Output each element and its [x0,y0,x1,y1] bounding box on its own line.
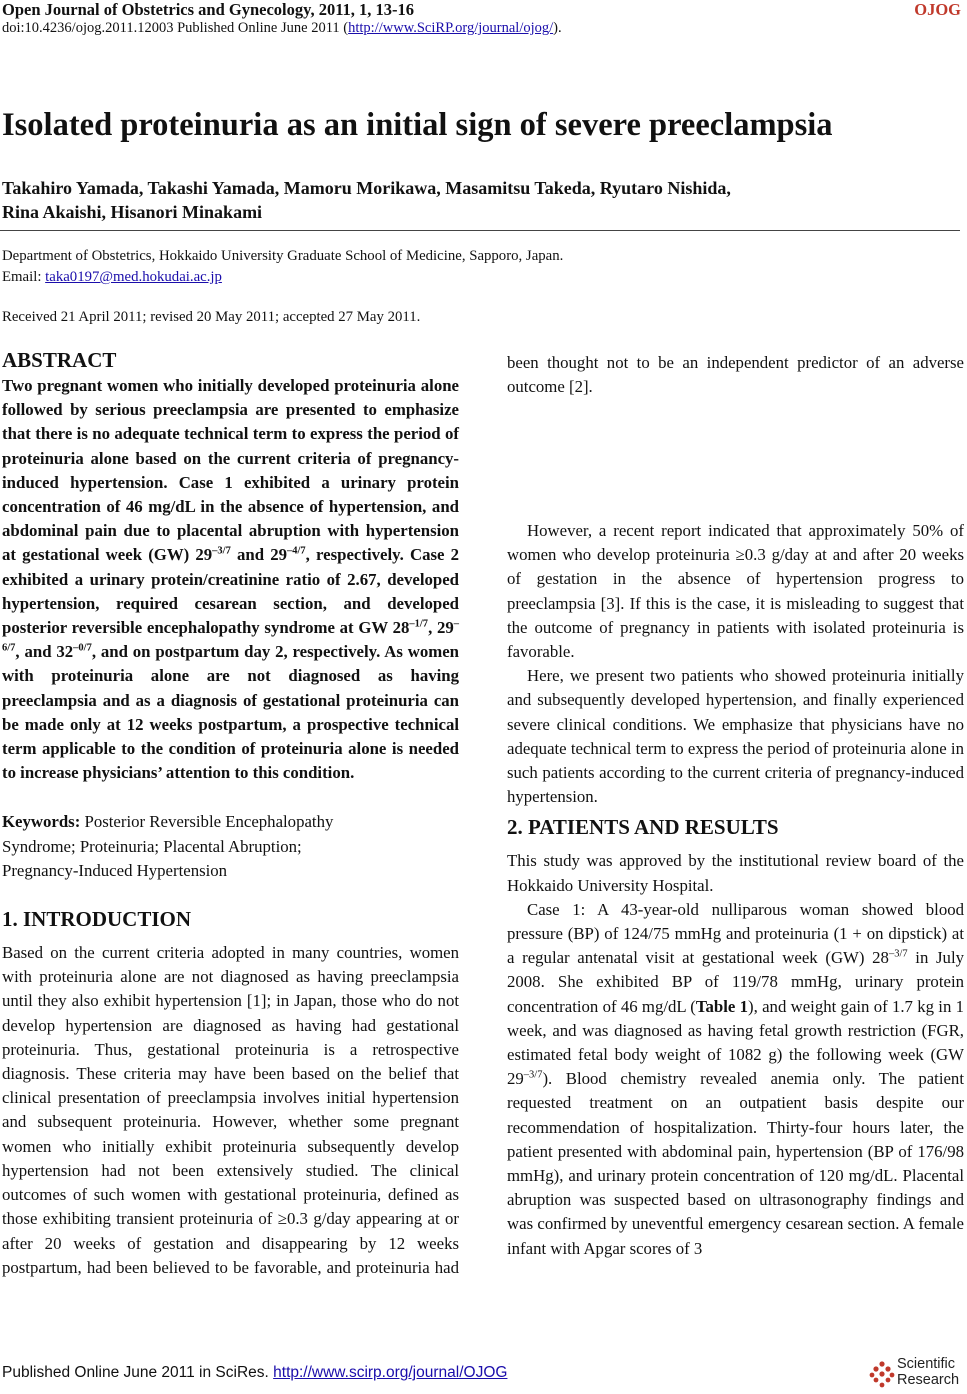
keywords-line-3: Pregnancy-Induced Hypertension [2,860,228,880]
affiliation [2,246,563,288]
intro-paragraph-3: Here, we present two patients who showed proteinuria initially and subsequently developed hypertension, and finally experienced severe clinical conditions. We emphasize that physicians have no adequate technical term to express the period of proteinuria alone in such patients according to the current criteria of pregnancy-induced hypertension. [507,666,964,807]
gw-superscript: –3/7 [212,545,231,557]
authors-line-2: Rina Akaishi, Hisanori Minakami [2,202,263,222]
intro-continuation-text: been thought not to be an independent predictor of an adverse outcome [2]. [507,352,964,397]
abstract-heading: ABSTRACT [2,348,117,372]
authors-line-1: Takahiro Yamada, Takashi Yamada, Mamoru Morikawa, Masamitsu Takeda, Ryutaro Nishida, [2,178,731,198]
right-column [507,350,964,1261]
doi-suffix: ). [553,20,562,36]
paper-title: Isolated proteinuria as an initial sign of severe preeclampsia [2,107,833,143]
received-dates: Received 21 April 2011; revised 20 May 2011; accepted 27 May 2011. [2,309,421,325]
intro-paragraph-1-continued [507,350,964,519]
intro-paragraph-2: However, a recent report indicated that approximately 50% of women who develop proteinuria ≥0.3 g/day at and after 20 weeks of gestation in the absence of hypertension progress to preeclampsia [3]. If this is the case, it is misleading to suggest that the outcome of pregnancy in patients with isolated proteinuria is favorable. [507,521,964,662]
keywords-line-2: Syndrome; Proteinuria; Placental Abruption; [2,836,302,856]
email-line [2,267,563,288]
intro-paragraph-1: Based on the current criteria adopted in many countries, women with proteinuria alone are not diagnosed as having preeclampsia until they also exhibit hypertension [1]; in Japan, those who do not develop hypertension are diagnosed as having had gestational proteinuria. Thus, gestational proteinuria is a retrospective diagnosis. These criteria may have been based on the belief that clinical presentation of preeclampsia involves initial hypertension and subsequent proteinuria. However, whether some pregnant women who initially exhibit proteinuria subsequently develop hypertension had not been extensively studied. The clinical outcomes of such women with gestational proteinuria, defined as those exhibiting transient proteinuria of ≥0.3 g/day appearing at or after 20 weeks of gestation and disappearing by 12 weeks postpartum, had been believed to be favorable, and proteinuria had [2,943,459,1277]
gw-superscript: –6/7 [2,618,459,654]
gw-superscript: –3/7 [523,1069,543,1081]
keywords-label: Keywords: [2,812,81,832]
email-label: Email: [2,269,46,285]
journal-abbrev: OJOG [914,0,961,19]
doi-line [2,20,562,37]
journal-url-link[interactable]: http://www.SciRP.org/journal/ojog/ [348,20,554,36]
scientific-research-logo-icon [869,1360,895,1388]
publisher-logo [869,1356,963,1392]
gw-superscript: –3/7 [888,948,908,960]
journal-citation: Open Journal of Obstetrics and Gynecology, 2011, 1, 13-16 [2,0,415,19]
author-list [2,176,942,224]
keywords-line-1: Posterior Reversible Encephalopathy [80,812,334,832]
table-1-reference: Table 1 [695,996,749,1016]
page-footer [2,1364,507,1382]
header-divider [0,230,960,231]
email-link[interactable]: taka0197@med.hokudai.ac.jp [45,269,222,285]
doi-prefix: doi:10.4236/ojog.2011.12003 Published Online June 2011 ( [2,20,349,36]
footer-journal-link[interactable]: http://www.scirp.org/journal/OJOG [273,1364,508,1381]
department: Department of Obstetrics, Hokkaido University Graduate School of Medicine, Sapporo, Japan. [2,248,564,264]
patients-paragraph-1: This study was approved by the institutional review board of the Hokkaido University Hospital. [507,851,964,895]
gw-superscript: –1/7 [409,618,429,630]
logo-wordmark: Scientific Research [897,1356,960,1388]
gw-superscript: –0/7 [73,642,92,654]
introduction-heading: 1. INTRODUCTION [2,907,192,932]
case-1-paragraph: Case 1: A 43-year-old nulliparous woman showed blood pressure (BP) of 124/75 mmHg and proteinuria (1 + on dipstick) at a regular antenatal visit at gestational week (GW) $28^{-3/7}$ in July 2008. She exhibited BP of 119/78 mmHg, urinary protein concentration of 46 mg/dL (Table 1), and weight gain of 1.7 kg in 1 week, and was diagnosed as having fetal growth restriction (FGR, estimated fetal body weight of 1082 g) the following week (GW $29^{-3/7}$). Blood chemistry revealed anemia only. The patient requested treatment on an outpatient basis despite our recommendation of hospitalization. Thirty-four hours later, the patient presented with abdominal pain, hypertension (BP of 176/98 mmHg), and urinary protein concentration of 120 mg/dL. Placental abruption was suspected based on ultrasonography findings and was confirmed by uneventful emergency cesarean section. A female infant with Apgar scores of 3 [507,899,964,1258]
gw-superscript: –4/7 [287,545,306,557]
abstract-text: Two pregnant women who initially developed proteinuria alone followed by serious preeclampsia are presented to emphasize that there is no adequate technical term to express the period of proteinuria alone based on the current criteria of pregnancy-induced hypertension. Case 1 exhibited a urinary protein concentration of 46 mg/dL in the absence of hypertension, and abdominal pain due to placental abruption with hypertension at gestational week (GW) $29^{-3/7}$ and $29^{-4/7}$, respectively. Case 2 exhibited a urinary protein/creatinine ratio of 2.67, developed hypertension, required cesarean section, and developed posterior reversible encephalopathy syndrome at GW $28^{-1/7}$, $29^{-6/7}$, and $32^{-0/7}$, and on postpartum day 2, respectively. As women with proteinuria alone are not diagnosed as having preeclampsia and as a diagnosis of gestational proteinuria can be made only at 12 weeks postpartum, a prospective technical term applicable to the condition of proteinuria alone is needed to increase physicians’ attention to this condition. [2,376,459,783]
left-column [2,346,459,1279]
keywords [2,810,459,883]
footer-text: Published Online June 2011 in SciRes. [2,1364,274,1381]
patients-heading: 2. PATIENTS AND RESULTS [507,815,779,840]
